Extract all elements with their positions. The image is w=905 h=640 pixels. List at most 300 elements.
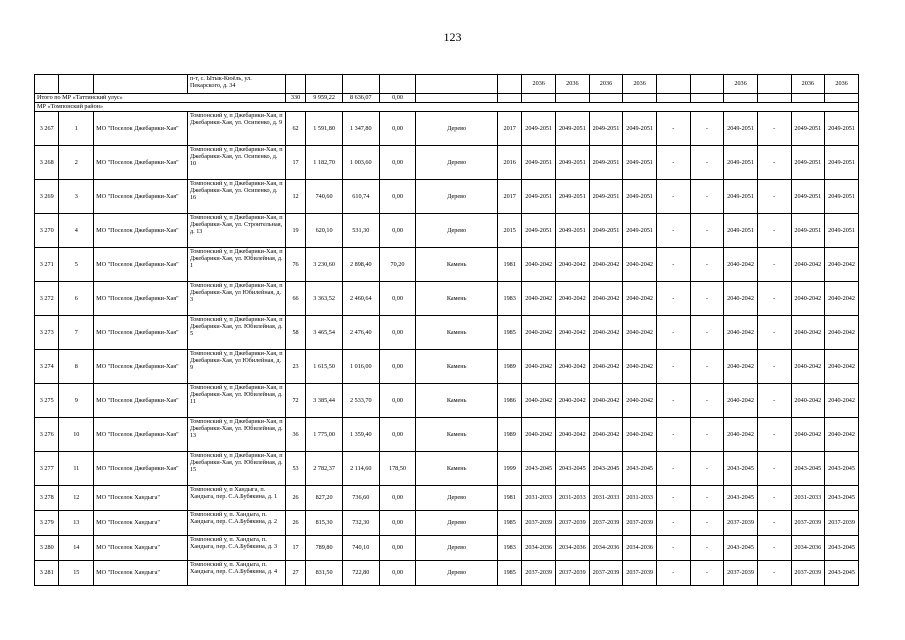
- cell-d1: -: [656, 452, 690, 486]
- cell-p1: 2034-2036: [522, 536, 556, 561]
- cell-p4: 2049-2051: [623, 112, 657, 146]
- cell-p6: 2034-2036: [791, 536, 825, 561]
- cell-p6: 2049-2051: [791, 214, 825, 248]
- cell-year: 1983: [497, 282, 521, 316]
- cell-d3: -: [757, 536, 791, 561]
- cell-p3: 2037-2039: [589, 561, 623, 586]
- cell-p3: 2049-2051: [589, 112, 623, 146]
- cell-n: 8: [59, 350, 94, 384]
- cell-d2: -: [690, 418, 724, 452]
- cell-p7: 2040-2042: [825, 316, 859, 350]
- cell-p7: 2040-2042: [825, 282, 859, 316]
- cell-d1: -: [656, 511, 690, 536]
- cell-count: 27: [285, 561, 305, 586]
- cell-area-living: 740,10: [342, 536, 379, 561]
- cell-id: 3 279: [35, 511, 59, 536]
- cell-p6: 2037-2039: [791, 561, 825, 586]
- cell-p5: 2037-2039: [724, 561, 758, 586]
- cell-d1: -: [656, 384, 690, 418]
- address-cell: п-т, с. Ытык-Кюёль, ул. Пекарского, д. 34: [187, 75, 285, 94]
- cell-p2: 2037-2039: [556, 561, 590, 586]
- cell-p3: 2040-2042: [589, 350, 623, 384]
- cell-d1: -: [656, 180, 690, 214]
- cell-d1: -: [656, 112, 690, 146]
- cell-count: 36: [285, 418, 305, 452]
- cell-area-living: 610,74: [342, 180, 379, 214]
- cell-area-total: 3 385,44: [306, 384, 343, 418]
- cell-p1: 2049-2051: [522, 146, 556, 180]
- cell-d3: -: [757, 282, 791, 316]
- cell-p1: 2040-2042: [522, 418, 556, 452]
- cell-d2: -: [690, 282, 724, 316]
- cell-area-living: 2 898,40: [342, 248, 379, 282]
- cell-area-other: 0,00: [379, 316, 416, 350]
- cell-address: Томпонский у, п. Хандыга, п. Хандыга, пер. С.А.Бубякина, д. 4: [187, 561, 285, 586]
- cell-p4: 2040-2042: [623, 418, 657, 452]
- cell-p7: 2043-2045: [825, 561, 859, 586]
- cell-area-living: 2 114,60: [342, 452, 379, 486]
- cell-mo: МО "Поселок Хандыга": [94, 536, 188, 561]
- cell-p2: 2043-2045: [556, 452, 590, 486]
- cell-area-total: 620,10: [306, 214, 343, 248]
- cell-year: 1986: [497, 384, 521, 418]
- cell-d2: -: [690, 561, 724, 586]
- cell-id: 3 269: [35, 180, 59, 214]
- cell-p7: 2037-2039: [825, 511, 859, 536]
- cell-p3: 2049-2051: [589, 146, 623, 180]
- cell-count: 26: [285, 511, 305, 536]
- cell-area-living: 736,60: [342, 486, 379, 511]
- cell-p3: 2040-2042: [589, 282, 623, 316]
- cell-n: 5: [59, 248, 94, 282]
- cell-p4: 2040-2042: [623, 248, 657, 282]
- cell-n: 9: [59, 384, 94, 418]
- cell-d3: -: [757, 418, 791, 452]
- cell-n: 4: [59, 214, 94, 248]
- cell-p1: 2037-2039: [522, 561, 556, 586]
- cell-area-total: 1 182,70: [306, 146, 343, 180]
- table-row: [35, 384, 859, 418]
- cell-d1: -: [656, 486, 690, 511]
- cell-year: 2017: [497, 180, 521, 214]
- table-row: [35, 536, 859, 561]
- cell-d1: -: [656, 282, 690, 316]
- cell-d3: -: [757, 561, 791, 586]
- cell-area-living: 2 476,40: [342, 316, 379, 350]
- cell-p2: 2040-2042: [556, 350, 590, 384]
- cell-mo: МО "Поселок Джебарики-Хая": [94, 452, 188, 486]
- cell-id: 3 280: [35, 536, 59, 561]
- cell-p5: 2037-2039: [724, 511, 758, 536]
- cell-d3: -: [757, 112, 791, 146]
- total-label: Итого по МР «Таттинский улус»: [35, 94, 286, 103]
- cell-area-other: 0,00: [379, 418, 416, 452]
- cell-n: 12: [59, 486, 94, 511]
- table-row: [35, 180, 859, 214]
- cell-material: Дерево: [416, 214, 498, 248]
- cell-p4: 2040-2042: [623, 384, 657, 418]
- cell-p1: 2040-2042: [522, 316, 556, 350]
- cell-d1: -: [656, 418, 690, 452]
- cell-p7: 2043-2045: [825, 536, 859, 561]
- cell-material: Дерево: [416, 486, 498, 511]
- cell-id: 3 268: [35, 146, 59, 180]
- cell-area-other: 0,00: [379, 214, 416, 248]
- cell-area-total: 831,50: [306, 561, 343, 586]
- cell-year: 1999: [497, 452, 521, 486]
- cell-address: Томпонский у, п Джебарики-Хая, п Джебарики-Хая, ул. Осипенко, д. 9: [187, 112, 285, 146]
- cell-p4: 2043-2045: [623, 452, 657, 486]
- cell-p5: 2040-2042: [724, 350, 758, 384]
- cell-material: Камень: [416, 350, 498, 384]
- cell-n: 15: [59, 561, 94, 586]
- cell-p7: 2049-2051: [825, 214, 859, 248]
- cell-p2: 2049-2051: [556, 112, 590, 146]
- cell-d1: -: [656, 146, 690, 180]
- cell-area-total: 3 230,60: [306, 248, 343, 282]
- cell-year: 2017: [497, 112, 521, 146]
- cell-material: Дерево: [416, 561, 498, 586]
- cell-area-other: 0,00: [379, 112, 416, 146]
- cell-area-total: 3 363,52: [306, 282, 343, 316]
- cell-count: 66: [285, 282, 305, 316]
- cell-area-total: 815,30: [306, 511, 343, 536]
- cell-d2: -: [690, 316, 724, 350]
- cell-p7: 2049-2051: [825, 112, 859, 146]
- table-row: [35, 561, 859, 586]
- cell-d1: -: [656, 561, 690, 586]
- cell-p6: 2040-2042: [791, 384, 825, 418]
- cell-year: 2016: [497, 146, 521, 180]
- cell-p6: 2040-2042: [791, 418, 825, 452]
- cell-p3: 2040-2042: [589, 384, 623, 418]
- cell-d3: -: [757, 452, 791, 486]
- cell-p5: 2049-2051: [724, 146, 758, 180]
- cell-area-total: 2 782,37: [306, 452, 343, 486]
- cell-p6: 2049-2051: [791, 180, 825, 214]
- cell-p1: 2049-2051: [522, 214, 556, 248]
- cell-d2: -: [690, 146, 724, 180]
- cell-address: Томпонский у, п. Хандыга, п. Хандыга, пер. С.А.Бубякина, д. 2: [187, 511, 285, 536]
- cell-p5: 2043-2045: [724, 486, 758, 511]
- cell-year: 1985: [497, 561, 521, 586]
- cell-address: Томпонский у, п Джебарики-Хая, п Джебарики-Хая, ул. Строительная, д. 13: [187, 214, 285, 248]
- cell-area-total: 789,80: [306, 536, 343, 561]
- cell-p4: 2040-2042: [623, 282, 657, 316]
- cell-n: 11: [59, 452, 94, 486]
- district-label: МР «Томпонский район»: [35, 103, 859, 112]
- cell-address: Томпонский у, п Джебарики-Хая, п Джебарики-Хая, ул. Юбилейная, д. 13: [187, 418, 285, 452]
- cell-material: Дерево: [416, 146, 498, 180]
- cell-d2: -: [690, 452, 724, 486]
- cell-area-total: 1 615,50: [306, 350, 343, 384]
- cell-p6: 2049-2051: [791, 146, 825, 180]
- cell-year: 1989: [497, 418, 521, 452]
- table-row: [35, 486, 859, 511]
- cell-p6: 2037-2039: [791, 511, 825, 536]
- cell-p7: 2043-2045: [825, 486, 859, 511]
- cell-p3: 2031-2033: [589, 486, 623, 511]
- cell-p5: 2040-2042: [724, 248, 758, 282]
- cell-count: 62: [285, 112, 305, 146]
- cell-count: 58: [285, 316, 305, 350]
- table-row: [35, 146, 859, 180]
- cell-d2: -: [690, 112, 724, 146]
- cell-p7: 2040-2042: [825, 248, 859, 282]
- cell-p2: 2040-2042: [556, 316, 590, 350]
- cell-p5: 2040-2042: [724, 418, 758, 452]
- cell-id: 3 277: [35, 452, 59, 486]
- cell-p3: 2034-2036: [589, 536, 623, 561]
- cell-p2: 2040-2042: [556, 282, 590, 316]
- cell-count: 17: [285, 146, 305, 180]
- cell-area-total: 1 591,80: [306, 112, 343, 146]
- cell-p1: 2049-2051: [522, 112, 556, 146]
- cell-year: 1981: [497, 248, 521, 282]
- cell-p1: 2040-2042: [522, 384, 556, 418]
- cell-p2: 2031-2033: [556, 486, 590, 511]
- cell-area-living: 1 359,40: [342, 418, 379, 452]
- cell-year: 1989: [497, 350, 521, 384]
- cell-count: 76: [285, 248, 305, 282]
- cell-p5: 2040-2042: [724, 282, 758, 316]
- cell-n: 2: [59, 146, 94, 180]
- table-row: [35, 282, 859, 316]
- cell-p7: 2040-2042: [825, 384, 859, 418]
- cell-p5: 2040-2042: [724, 316, 758, 350]
- cell-address: Томпонский у, п Джебарики-Хая, п Джебарики-Хая, ул. Осипенко, д. 10: [187, 146, 285, 180]
- cell-p6: 2040-2042: [791, 248, 825, 282]
- cell-area-other: 0,00: [379, 350, 416, 384]
- cell-area-total: 3 465,54: [306, 316, 343, 350]
- cell-material: Камень: [416, 418, 498, 452]
- cell-d1: -: [656, 214, 690, 248]
- cell-p2: 2049-2051: [556, 214, 590, 248]
- cell-p2: 2049-2051: [556, 146, 590, 180]
- cell-p3: 2049-2051: [589, 180, 623, 214]
- cell-area-other: 0,00: [379, 384, 416, 418]
- cell-p4: 2034-2036: [623, 536, 657, 561]
- cell-year: 1981: [497, 486, 521, 511]
- cell-d2: -: [690, 350, 724, 384]
- cell-p5: 2049-2051: [724, 112, 758, 146]
- cell-p3: 2049-2051: [589, 214, 623, 248]
- cell-p1: 2049-2051: [522, 180, 556, 214]
- cell-material: Дерево: [416, 180, 498, 214]
- cell-id: 3 267: [35, 112, 59, 146]
- cell-material: Камень: [416, 248, 498, 282]
- cell-p7: 2049-2051: [825, 180, 859, 214]
- cell-d3: -: [757, 511, 791, 536]
- cell-n: 1: [59, 112, 94, 146]
- cell-p7: 2043-2045: [825, 452, 859, 486]
- cell-year: 1983: [497, 536, 521, 561]
- cell-material: Камень: [416, 452, 498, 486]
- cell-d2: -: [690, 384, 724, 418]
- cell-id: 3 276: [35, 418, 59, 452]
- cell-count: 26: [285, 486, 305, 511]
- cell-p1: 2040-2042: [522, 282, 556, 316]
- table-row: [35, 350, 859, 384]
- cell-d3: -: [757, 316, 791, 350]
- cell-p6: 2043-2045: [791, 452, 825, 486]
- cell-id: 3 274: [35, 350, 59, 384]
- table-row: [35, 248, 859, 282]
- cell-area-total: 740,60: [306, 180, 343, 214]
- cell-id: 3 271: [35, 248, 59, 282]
- cell-n: 7: [59, 316, 94, 350]
- cell-mo: МО "Поселок Джебарики-Хая": [94, 418, 188, 452]
- cell-p2: 2040-2042: [556, 248, 590, 282]
- cell-address: Томпонский у, п. Хандыга, п. Хандыга, пер. С.А.Бубякина, д. 3: [187, 536, 285, 561]
- cell-area-living: 732,30: [342, 511, 379, 536]
- cell-n: 6: [59, 282, 94, 316]
- cell-p4: 2037-2039: [623, 511, 657, 536]
- cell-d2: -: [690, 486, 724, 511]
- cell-material: Дерево: [416, 511, 498, 536]
- table-row: [35, 452, 859, 486]
- cell-p4: 2049-2051: [623, 146, 657, 180]
- cell-p6: 2040-2042: [791, 316, 825, 350]
- table-row: [35, 214, 859, 248]
- cell-count: 19: [285, 214, 305, 248]
- table-row: [35, 418, 859, 452]
- cell-material: Дерево: [416, 536, 498, 561]
- cell-count: 12: [285, 180, 305, 214]
- cell-area-other: 0,00: [379, 561, 416, 586]
- cell-area-total: 827,20: [306, 486, 343, 511]
- cell-p3: 2040-2042: [589, 248, 623, 282]
- cell-p6: 2040-2042: [791, 350, 825, 384]
- cell-d2: -: [690, 248, 724, 282]
- cell-p3: 2040-2042: [589, 418, 623, 452]
- table-row: [35, 112, 859, 146]
- cell-d1: -: [656, 248, 690, 282]
- cell-p7: 2040-2042: [825, 418, 859, 452]
- cell-p3: 2040-2042: [589, 316, 623, 350]
- cell-d3: -: [757, 248, 791, 282]
- total-row: Итого по МР «Таттинский улус» 330 9 959,22 8 636,07 0,00: [35, 94, 859, 103]
- table-row: [35, 511, 859, 536]
- cell-p4: 2037-2039: [623, 561, 657, 586]
- cell-mo: МО "Поселок Хандыга": [94, 511, 188, 536]
- cell-p2: 2037-2039: [556, 511, 590, 536]
- cell-address: Томпонский у, п Джебарики-Хая, п Джебарики-Хая, ул. Юбилейная, д. 1: [187, 248, 285, 282]
- cell-area-living: 1 016,00: [342, 350, 379, 384]
- cell-d3: -: [757, 180, 791, 214]
- cell-material: Камень: [416, 282, 498, 316]
- cell-p2: 2040-2042: [556, 418, 590, 452]
- cell-area-other: 0,00: [379, 282, 416, 316]
- cell-p7: 2040-2042: [825, 350, 859, 384]
- cell-area-living: 2 533,70: [342, 384, 379, 418]
- cell-mo: МО "Поселок Джебарики-Хая": [94, 384, 188, 418]
- cell-mo: МО "Поселок Джебарики-Хая": [94, 282, 188, 316]
- cell-d2: -: [690, 214, 724, 248]
- cell-p6: 2049-2051: [791, 112, 825, 146]
- cell-mo: МО "Поселок Джебарики-Хая": [94, 316, 188, 350]
- cell-d3: -: [757, 350, 791, 384]
- page-number: 123: [443, 30, 462, 44]
- cell-address: Томпонский у, п Хандыга, п. Хандыга, пер. С.А.Бубякина, д. 1: [187, 486, 285, 511]
- cell-material: Камень: [416, 316, 498, 350]
- cell-area-living: 2 460,64: [342, 282, 379, 316]
- cell-d1: -: [656, 316, 690, 350]
- cell-p4: 2040-2042: [623, 350, 657, 384]
- continuation-row: п-т, с. Ытык-Кюёль, ул. Пекарского, д. 34 2036 2036 2036 2036 2036 2036 2036: [35, 75, 859, 94]
- cell-area-total: 1 775,00: [306, 418, 343, 452]
- cell-p1: 2043-2045: [522, 452, 556, 486]
- cell-p4: 2031-2033: [623, 486, 657, 511]
- cell-n: 10: [59, 418, 94, 452]
- cell-area-other: 0,00: [379, 536, 416, 561]
- cell-address: Томпонский у, п Джебарики-Хая, п Джебарики-Хая, ул. Юбилейная, д. 11: [187, 384, 285, 418]
- cell-n: 14: [59, 536, 94, 561]
- cell-year: 1985: [497, 511, 521, 536]
- cell-p3: 2037-2039: [589, 511, 623, 536]
- cell-p1: 2031-2033: [522, 486, 556, 511]
- cell-d3: -: [757, 486, 791, 511]
- housing-table: [34, 74, 859, 586]
- cell-p5: 2043-2045: [724, 536, 758, 561]
- cell-material: Дерево: [416, 112, 498, 146]
- cell-address: Томпонский у, п Джебарики-Хая, п Джебарики-Хая, ул Юбилейная, д. 9: [187, 350, 285, 384]
- cell-d2: -: [690, 536, 724, 561]
- cell-p2: 2034-2036: [556, 536, 590, 561]
- cell-count: 53: [285, 452, 305, 486]
- district-row: [35, 103, 859, 112]
- cell-d3: -: [757, 214, 791, 248]
- cell-id: 3 275: [35, 384, 59, 418]
- cell-address: Томпонский у, п Джебарики-Хая, п Джебарики-Хая, ул. Осипенко, д. 16: [187, 180, 285, 214]
- cell-mo: МО "Поселок Джебарики-Хая": [94, 180, 188, 214]
- cell-mo: МО "Поселок Джебарики-Хая": [94, 146, 188, 180]
- cell-p5: 2043-2045: [724, 452, 758, 486]
- cell-n: 13: [59, 511, 94, 536]
- cell-area-other: 0,00: [379, 180, 416, 214]
- cell-area-other: 0,00: [379, 511, 416, 536]
- cell-n: 3: [59, 180, 94, 214]
- cell-year: 2015: [497, 214, 521, 248]
- cell-mo: МО "Поселок Хандыга": [94, 561, 188, 586]
- cell-p5: 2049-2051: [724, 214, 758, 248]
- cell-p5: 2049-2051: [724, 180, 758, 214]
- cell-p5: 2040-2042: [724, 384, 758, 418]
- cell-d3: -: [757, 384, 791, 418]
- cell-mo: МО "Поселок Хандыга": [94, 486, 188, 511]
- cell-p7: 2049-2051: [825, 146, 859, 180]
- cell-p4: 2049-2051: [623, 214, 657, 248]
- cell-area-living: 1 003,60: [342, 146, 379, 180]
- cell-mo: МО "Поселок Джебарики-Хая": [94, 350, 188, 384]
- cell-count: 72: [285, 384, 305, 418]
- cell-area-other: 70,20: [379, 248, 416, 282]
- cell-p1: 2040-2042: [522, 350, 556, 384]
- cell-d1: -: [656, 350, 690, 384]
- cell-address: Томпонский у, п Джебарики-Хая, п Джебарики-Хая, ул. Юбилейная, д. 5: [187, 316, 285, 350]
- cell-mo: МО "Поселок Джебарики-Хая": [94, 248, 188, 282]
- cell-mo: МО "Поселок Джебарики-Хая": [94, 214, 188, 248]
- cell-address: Томпонский у, п Джебарики-Хая, п Джебарики-Хая, ул. Юбилейная, д. 15: [187, 452, 285, 486]
- cell-id: 3 270: [35, 214, 59, 248]
- cell-area-other: 178,50: [379, 452, 416, 486]
- cell-area-other: 0,00: [379, 146, 416, 180]
- cell-id: 3 273: [35, 316, 59, 350]
- cell-p6: 2031-2033: [791, 486, 825, 511]
- cell-p3: 2043-2045: [589, 452, 623, 486]
- cell-address: Томпонский у, п Джебарики-Хая, п Джебарики-Хая, ул Юбилейная, д. 3: [187, 282, 285, 316]
- cell-year: 1985: [497, 316, 521, 350]
